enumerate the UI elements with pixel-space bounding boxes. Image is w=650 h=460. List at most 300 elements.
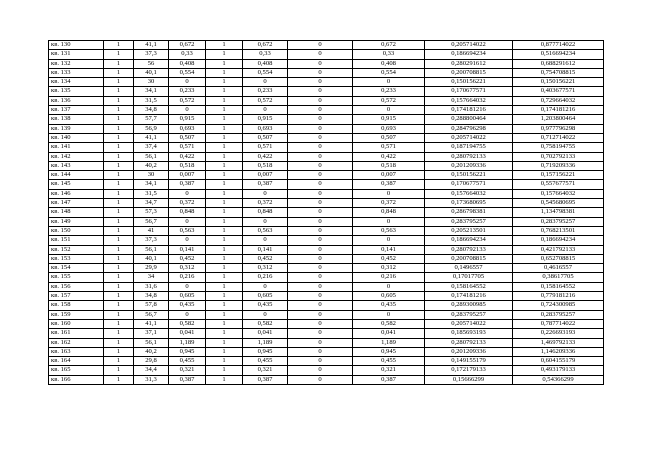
adjusted-value-cell: 0,435 <box>243 301 288 310</box>
table-row <box>49 282 604 291</box>
apartment-cell: кв. 140 <box>49 133 104 142</box>
apartment-cell: кв. 135 <box>49 87 104 96</box>
area-cell: 37,3 <box>134 236 169 245</box>
factor-cell: 1 <box>206 143 243 152</box>
subtotal-cell: 0,693 <box>353 124 425 133</box>
apartment-cell: кв. 163 <box>49 347 104 356</box>
factor-cell: 1 <box>206 50 243 59</box>
total-cell: 0,754708815 <box>513 68 604 77</box>
total-cell: 1,146209336 <box>513 347 604 356</box>
area-cell: 29,8 <box>134 357 169 366</box>
factor-cell: 1 <box>206 366 243 375</box>
zero-cell: 0 <box>288 96 353 105</box>
table-row <box>49 78 604 87</box>
total-cell: 0,157156221 <box>513 171 604 180</box>
zero-cell: 0 <box>288 68 353 77</box>
area-cell: 30 <box>134 78 169 87</box>
value-cell: 0,554 <box>169 68 206 77</box>
total-cell: 0,877714022 <box>513 41 604 50</box>
subtotal-cell: 0 <box>353 217 425 226</box>
area-cell: 56,1 <box>134 152 169 161</box>
zero-cell: 0 <box>288 50 353 59</box>
total-cell: 0,38617705 <box>513 273 604 282</box>
share-cell: 0,174181216 <box>425 292 513 301</box>
table-row <box>49 254 604 263</box>
share-cell: 0,205213501 <box>425 226 513 235</box>
factor-cell: 1 <box>206 171 243 180</box>
subtotal-cell: 0,435 <box>353 301 425 310</box>
zero-cell: 0 <box>288 329 353 338</box>
adjusted-value-cell: 0,571 <box>243 143 288 152</box>
value-cell: 0 <box>169 217 206 226</box>
subtotal-cell: 0,141 <box>353 245 425 254</box>
zero-cell: 0 <box>288 161 353 170</box>
total-cell: 0,516694234 <box>513 50 604 59</box>
count-cell: 1 <box>104 366 134 375</box>
zero-cell: 0 <box>288 338 353 347</box>
table-row <box>49 133 604 142</box>
count-cell: 1 <box>104 124 134 133</box>
zero-cell: 0 <box>288 199 353 208</box>
value-cell: 0 <box>169 189 206 198</box>
share-cell: 0,157664032 <box>425 96 513 105</box>
share-cell: 0,185693193 <box>425 329 513 338</box>
count-cell: 1 <box>104 78 134 87</box>
count-cell: 1 <box>104 143 134 152</box>
apartment-cell: кв. 149 <box>49 217 104 226</box>
adjusted-value-cell: 0,915 <box>243 115 288 124</box>
apartment-cell: кв. 130 <box>49 41 104 50</box>
area-cell: 34,1 <box>134 87 169 96</box>
zero-cell: 0 <box>288 59 353 68</box>
area-cell: 56,1 <box>134 338 169 347</box>
factor-cell: 1 <box>206 96 243 105</box>
apartment-cell: кв. 165 <box>49 366 104 375</box>
table-row <box>49 50 604 59</box>
adjusted-value-cell: 0,572 <box>243 96 288 105</box>
table-row <box>49 208 604 217</box>
count-cell: 1 <box>104 68 134 77</box>
adjusted-value-cell: 0,007 <box>243 171 288 180</box>
subtotal-cell: 0,455 <box>353 357 425 366</box>
factor-cell: 1 <box>206 329 243 338</box>
area-cell: 29,9 <box>134 264 169 273</box>
table-row <box>49 171 604 180</box>
zero-cell: 0 <box>288 273 353 282</box>
total-cell: 0,283795257 <box>513 217 604 226</box>
adjusted-value-cell: 0,945 <box>243 347 288 356</box>
count-cell: 1 <box>104 319 134 328</box>
value-cell: 0,408 <box>169 59 206 68</box>
value-cell: 0,422 <box>169 152 206 161</box>
zero-cell: 0 <box>288 254 353 263</box>
value-cell: 0 <box>169 236 206 245</box>
apartment-cell: кв. 164 <box>49 357 104 366</box>
apartment-cell: кв. 137 <box>49 106 104 115</box>
area-cell: 56 <box>134 59 169 68</box>
count-cell: 1 <box>104 41 134 50</box>
subtotal-cell: 0,387 <box>353 180 425 189</box>
table-row <box>49 143 604 152</box>
subtotal-cell: 0 <box>353 310 425 319</box>
zero-cell: 0 <box>288 282 353 291</box>
total-cell: 0,174181216 <box>513 106 604 115</box>
area-cell: 41,1 <box>134 41 169 50</box>
adjusted-value-cell: 0,518 <box>243 161 288 170</box>
apartment-cell: кв. 155 <box>49 273 104 282</box>
subtotal-cell: 0 <box>353 282 425 291</box>
share-cell: 0,201209336 <box>425 161 513 170</box>
table-row <box>49 152 604 161</box>
total-cell: 0,688291612 <box>513 59 604 68</box>
zero-cell: 0 <box>288 171 353 180</box>
zero-cell: 0 <box>288 78 353 87</box>
total-cell: 0,557677571 <box>513 180 604 189</box>
area-cell: 40,2 <box>134 347 169 356</box>
area-cell: 57,3 <box>134 208 169 217</box>
subtotal-cell: 0 <box>353 236 425 245</box>
subtotal-cell: 0,216 <box>353 273 425 282</box>
count-cell: 1 <box>104 217 134 226</box>
adjusted-value-cell: 0 <box>243 106 288 115</box>
factor-cell: 1 <box>206 59 243 68</box>
subtotal-cell: 0,518 <box>353 161 425 170</box>
table-row <box>49 96 604 105</box>
adjusted-value-cell: 0 <box>243 282 288 291</box>
adjusted-value-cell: 0,372 <box>243 199 288 208</box>
factor-cell: 1 <box>206 217 243 226</box>
subtotal-cell: 0 <box>353 189 425 198</box>
subtotal-cell: 0,33 <box>353 50 425 59</box>
total-cell: 0,768213501 <box>513 226 604 235</box>
count-cell: 1 <box>104 171 134 180</box>
adjusted-value-cell: 0 <box>243 217 288 226</box>
factor-cell: 1 <box>206 310 243 319</box>
subtotal-cell: 0,452 <box>353 254 425 263</box>
area-cell: 57,7 <box>134 115 169 124</box>
adjusted-value-cell: 0,693 <box>243 124 288 133</box>
area-cell: 34 <box>134 273 169 282</box>
factor-cell: 1 <box>206 133 243 142</box>
adjusted-value-cell: 0,605 <box>243 292 288 301</box>
value-cell: 0,233 <box>169 87 206 96</box>
zero-cell: 0 <box>288 189 353 198</box>
value-cell: 0,582 <box>169 319 206 328</box>
total-cell: 0,758194755 <box>513 143 604 152</box>
value-cell: 0 <box>169 310 206 319</box>
area-cell: 56,7 <box>134 217 169 226</box>
value-cell: 0,915 <box>169 115 206 124</box>
share-cell: 0,288800464 <box>425 115 513 124</box>
share-cell: 0,280291612 <box>425 59 513 68</box>
area-cell: 37,1 <box>134 329 169 338</box>
total-cell: 1,203800464 <box>513 115 604 124</box>
zero-cell: 0 <box>288 106 353 115</box>
table-row <box>49 124 604 133</box>
factor-cell: 1 <box>206 41 243 50</box>
count-cell: 1 <box>104 59 134 68</box>
share-cell: 0,170677571 <box>425 180 513 189</box>
area-cell: 37,4 <box>134 143 169 152</box>
count-cell: 1 <box>104 282 134 291</box>
area-cell: 40,1 <box>134 68 169 77</box>
count-cell: 1 <box>104 347 134 356</box>
apartment-cell: кв. 150 <box>49 226 104 235</box>
total-cell: 0,493179133 <box>513 366 604 375</box>
total-cell: 0,421792133 <box>513 245 604 254</box>
share-cell: 0,283795257 <box>425 217 513 226</box>
total-cell: 0,186694234 <box>513 236 604 245</box>
share-cell: 0,158164552 <box>425 282 513 291</box>
apartment-cell: кв. 139 <box>49 124 104 133</box>
factor-cell: 1 <box>206 301 243 310</box>
zero-cell: 0 <box>288 310 353 319</box>
factor-cell: 1 <box>206 264 243 273</box>
total-cell: 0,712714022 <box>513 133 604 142</box>
area-cell: 34,7 <box>134 199 169 208</box>
total-cell: 0,545680695 <box>513 199 604 208</box>
table-row <box>49 226 604 235</box>
share-cell: 0,187194755 <box>425 143 513 152</box>
adjusted-value-cell: 0 <box>243 236 288 245</box>
table-row <box>49 217 604 226</box>
apartment-cell: кв. 157 <box>49 292 104 301</box>
value-cell: 0,372 <box>169 199 206 208</box>
total-cell: 0,702792133 <box>513 152 604 161</box>
share-cell: 0,17017705 <box>425 273 513 282</box>
area-cell: 31,5 <box>134 96 169 105</box>
apartment-cell: кв. 144 <box>49 171 104 180</box>
zero-cell: 0 <box>288 143 353 152</box>
table-row <box>49 329 604 338</box>
value-cell: 0,387 <box>169 375 206 384</box>
table-row <box>49 357 604 366</box>
value-cell: 0,945 <box>169 347 206 356</box>
count-cell: 1 <box>104 226 134 235</box>
adjusted-value-cell: 0,554 <box>243 68 288 77</box>
apartment-cell: кв. 142 <box>49 152 104 161</box>
area-cell: 31,6 <box>134 282 169 291</box>
value-cell: 0,693 <box>169 124 206 133</box>
apartment-cell: кв. 146 <box>49 189 104 198</box>
adjusted-value-cell: 0,321 <box>243 366 288 375</box>
adjusted-value-cell: 0,507 <box>243 133 288 142</box>
area-cell: 40,1 <box>134 254 169 263</box>
area-cell: 34,8 <box>134 106 169 115</box>
area-cell: 31,3 <box>134 375 169 384</box>
area-cell: 56,9 <box>134 124 169 133</box>
table-row <box>49 87 604 96</box>
area-cell: 34,8 <box>134 292 169 301</box>
total-cell: 0,150156221 <box>513 78 604 87</box>
count-cell: 1 <box>104 329 134 338</box>
share-cell: 0,157664032 <box>425 189 513 198</box>
count-cell: 1 <box>104 152 134 161</box>
subtotal-cell: 0,563 <box>353 226 425 235</box>
apartment-cell: кв. 145 <box>49 180 104 189</box>
apartment-cell: кв. 138 <box>49 115 104 124</box>
count-cell: 1 <box>104 50 134 59</box>
share-cell: 0,170677571 <box>425 87 513 96</box>
table-row <box>49 347 604 356</box>
table-row <box>49 301 604 310</box>
value-cell: 0,435 <box>169 301 206 310</box>
share-cell: 0,172179133 <box>425 366 513 375</box>
apartment-cell: кв. 147 <box>49 199 104 208</box>
factor-cell: 1 <box>206 106 243 115</box>
value-cell: 0 <box>169 78 206 87</box>
adjusted-value-cell: 0,141 <box>243 245 288 254</box>
adjusted-value-cell: 1,189 <box>243 338 288 347</box>
apartment-cell: кв. 153 <box>49 254 104 263</box>
total-cell: 0,719209336 <box>513 161 604 170</box>
factor-cell: 1 <box>206 208 243 217</box>
zero-cell: 0 <box>288 41 353 50</box>
apartment-cell: кв. 151 <box>49 236 104 245</box>
area-cell: 56,7 <box>134 310 169 319</box>
value-cell: 0,452 <box>169 254 206 263</box>
total-cell: 0,283795257 <box>513 310 604 319</box>
adjusted-value-cell: 0,563 <box>243 226 288 235</box>
total-cell: 0,157664032 <box>513 189 604 198</box>
total-cell: 1,469792133 <box>513 338 604 347</box>
zero-cell: 0 <box>288 292 353 301</box>
table-row <box>49 236 604 245</box>
value-cell: 0,571 <box>169 143 206 152</box>
count-cell: 1 <box>104 87 134 96</box>
total-cell: 0,779181216 <box>513 292 604 301</box>
zero-cell: 0 <box>288 375 353 384</box>
factor-cell: 1 <box>206 152 243 161</box>
total-cell: 0,54366299 <box>513 375 604 384</box>
value-cell: 0,33 <box>169 50 206 59</box>
zero-cell: 0 <box>288 264 353 273</box>
area-cell: 41,1 <box>134 319 169 328</box>
area-cell: 34,4 <box>134 366 169 375</box>
total-cell: 0,226693193 <box>513 329 604 338</box>
adjusted-value-cell: 0,672 <box>243 41 288 50</box>
count-cell: 1 <box>104 254 134 263</box>
area-cell: 34,1 <box>134 180 169 189</box>
adjusted-value-cell: 0,582 <box>243 319 288 328</box>
factor-cell: 1 <box>206 282 243 291</box>
count-cell: 1 <box>104 161 134 170</box>
adjusted-value-cell: 0 <box>243 189 288 198</box>
factor-cell: 1 <box>206 245 243 254</box>
adjusted-value-cell: 0 <box>243 78 288 87</box>
subtotal-cell: 0,582 <box>353 319 425 328</box>
table-row <box>49 68 604 77</box>
total-cell: 0,604155179 <box>513 357 604 366</box>
table-row <box>49 199 604 208</box>
factor-cell: 1 <box>206 68 243 77</box>
share-cell: 0,205714022 <box>425 319 513 328</box>
zero-cell: 0 <box>288 115 353 124</box>
factor-cell: 1 <box>206 319 243 328</box>
table-row <box>49 59 604 68</box>
count-cell: 1 <box>104 273 134 282</box>
total-cell: 0,787714022 <box>513 319 604 328</box>
factor-cell: 1 <box>206 226 243 235</box>
adjusted-value-cell: 0 <box>243 310 288 319</box>
subtotal-cell: 0,915 <box>353 115 425 124</box>
table-body <box>49 41 604 385</box>
table-row <box>49 319 604 328</box>
subtotal-cell: 1,189 <box>353 338 425 347</box>
value-cell: 0,672 <box>169 41 206 50</box>
value-cell: 0,216 <box>169 273 206 282</box>
adjusted-value-cell: 0,33 <box>243 50 288 59</box>
value-cell: 0,605 <box>169 292 206 301</box>
zero-cell: 0 <box>288 133 353 142</box>
adjusted-value-cell: 0,422 <box>243 152 288 161</box>
adjusted-value-cell: 0,387 <box>243 375 288 384</box>
zero-cell: 0 <box>288 347 353 356</box>
table-row <box>49 115 604 124</box>
table-row <box>49 273 604 282</box>
total-cell: 0,729664032 <box>513 96 604 105</box>
subtotal-cell: 0,672 <box>353 41 425 50</box>
zero-cell: 0 <box>288 124 353 133</box>
count-cell: 1 <box>104 96 134 105</box>
count-cell: 1 <box>104 310 134 319</box>
table-row <box>49 366 604 375</box>
apartment-cell: кв. 154 <box>49 264 104 273</box>
count-cell: 1 <box>104 115 134 124</box>
area-cell: 41,1 <box>134 133 169 142</box>
apartment-cell: кв. 131 <box>49 50 104 59</box>
apartment-cell: кв. 136 <box>49 96 104 105</box>
share-cell: 0,284796298 <box>425 124 513 133</box>
factor-cell: 1 <box>206 189 243 198</box>
zero-cell: 0 <box>288 301 353 310</box>
value-cell: 0 <box>169 106 206 115</box>
count-cell: 1 <box>104 245 134 254</box>
subtotal-cell: 0 <box>353 106 425 115</box>
area-cell: 31,5 <box>134 189 169 198</box>
factor-cell: 1 <box>206 161 243 170</box>
subtotal-cell: 0,408 <box>353 59 425 68</box>
apartment-cell: кв. 158 <box>49 301 104 310</box>
table-row <box>49 245 604 254</box>
apartment-cell: кв. 132 <box>49 59 104 68</box>
zero-cell: 0 <box>288 245 353 254</box>
apartment-cell: кв. 141 <box>49 143 104 152</box>
share-cell: 0,200708815 <box>425 254 513 263</box>
zero-cell: 0 <box>288 208 353 217</box>
apartment-cell: кв. 159 <box>49 310 104 319</box>
count-cell: 1 <box>104 208 134 217</box>
share-cell: 0,200708815 <box>425 68 513 77</box>
share-cell: 0,173680695 <box>425 199 513 208</box>
factor-cell: 1 <box>206 375 243 384</box>
subtotal-cell: 0,007 <box>353 171 425 180</box>
zero-cell: 0 <box>288 226 353 235</box>
area-cell: 40,2 <box>134 161 169 170</box>
apartment-cell: кв. 152 <box>49 245 104 254</box>
value-cell: 0,563 <box>169 226 206 235</box>
apartment-cell: кв. 166 <box>49 375 104 384</box>
table-row <box>49 264 604 273</box>
subtotal-cell: 0,572 <box>353 96 425 105</box>
share-cell: 0,280792133 <box>425 245 513 254</box>
count-cell: 1 <box>104 375 134 384</box>
value-cell: 0,572 <box>169 96 206 105</box>
apartment-cell: кв. 161 <box>49 329 104 338</box>
share-cell: 0,205714022 <box>425 41 513 50</box>
share-cell: 0,149155179 <box>425 357 513 366</box>
value-cell: 0,518 <box>169 161 206 170</box>
